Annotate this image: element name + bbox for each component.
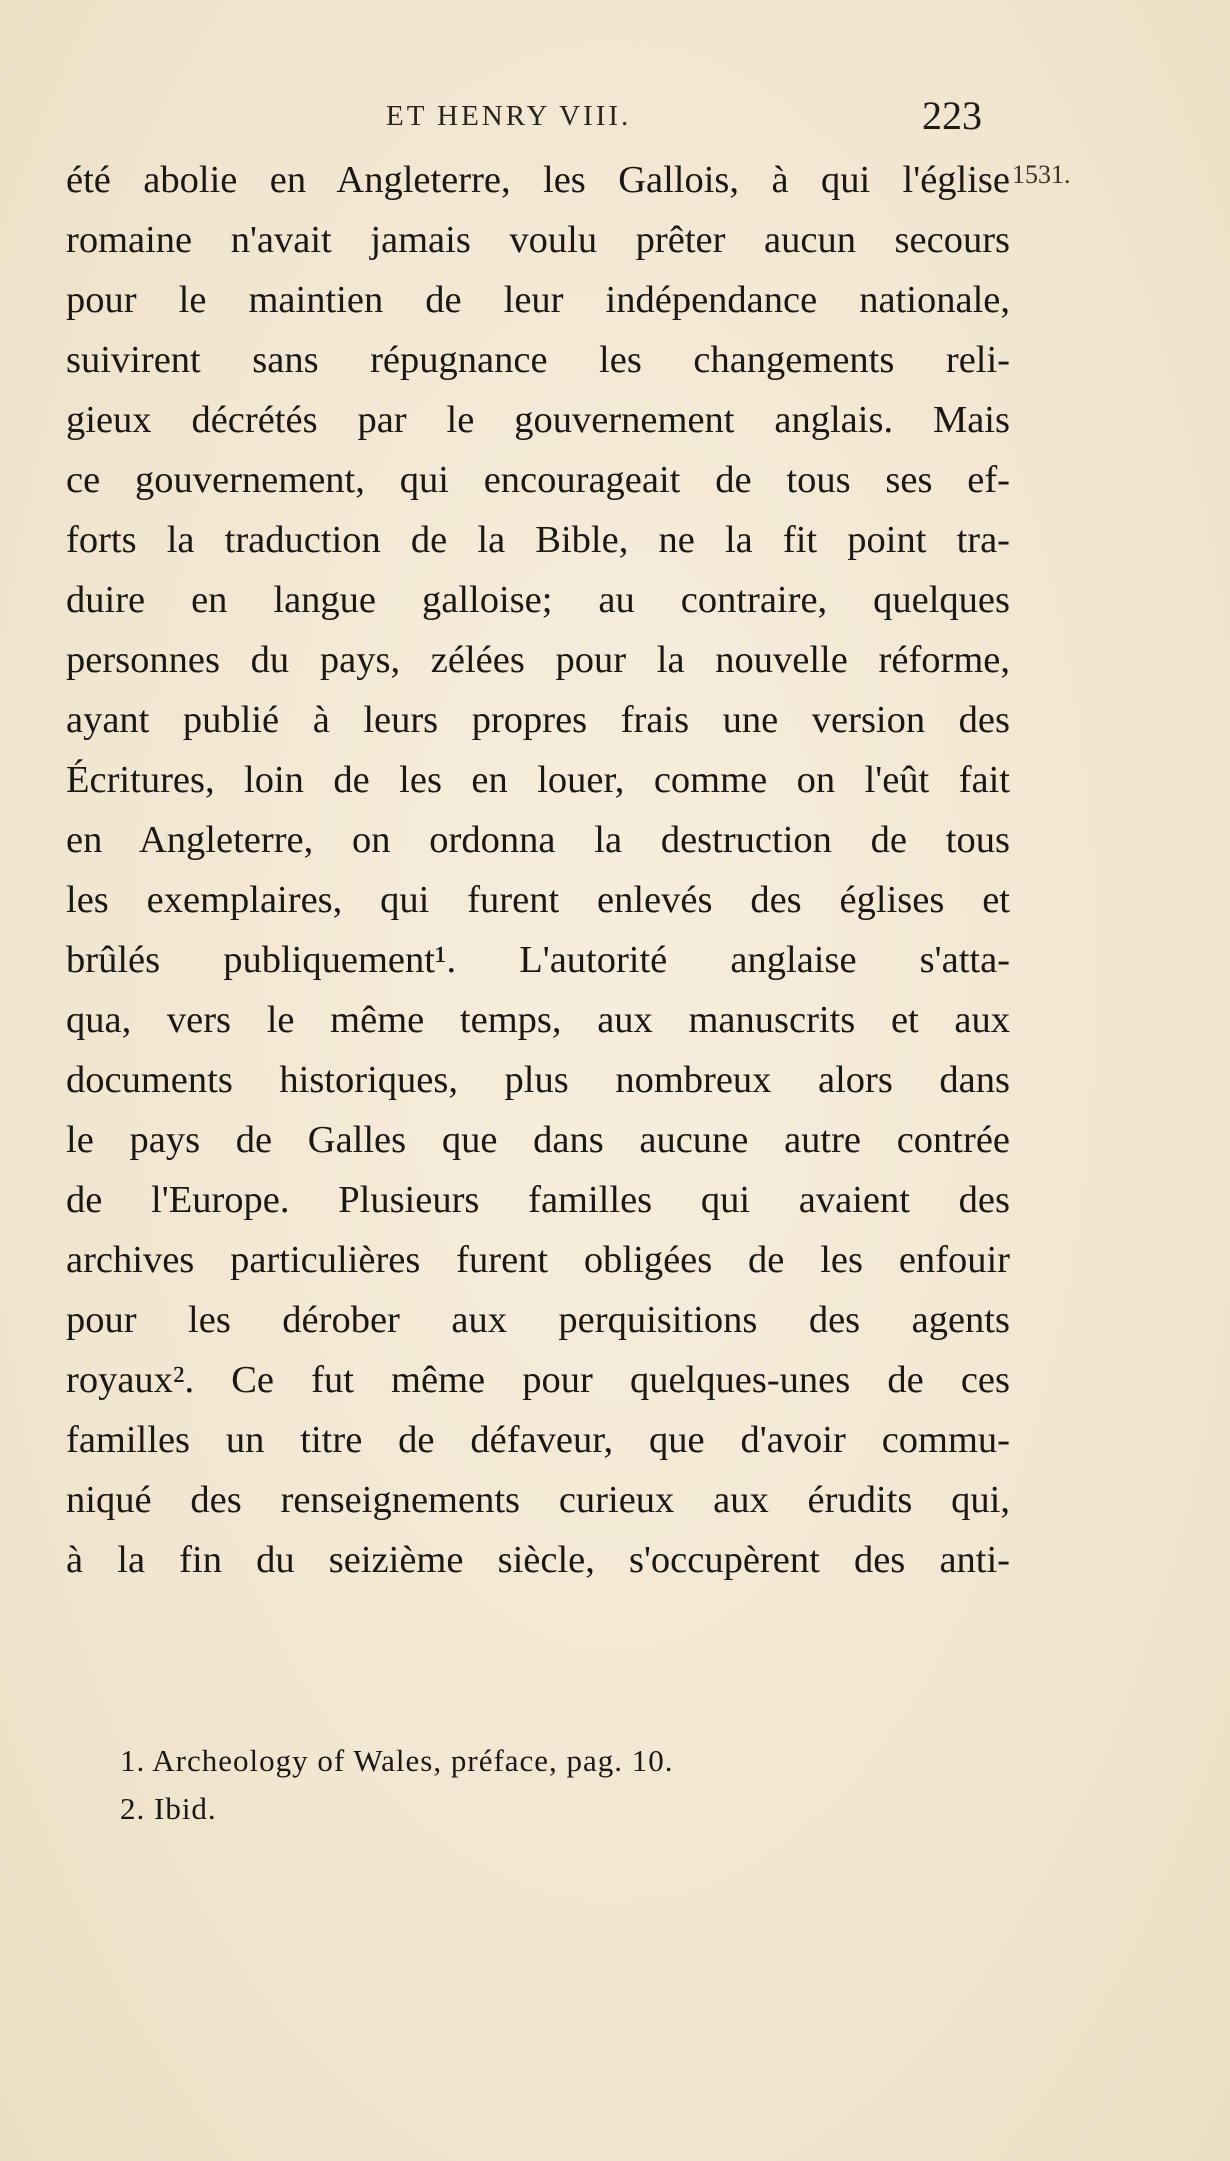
- text-line: le pays de Galles que dans aucune autre contrée: [66, 1119, 1010, 1161]
- text-line: ayant publié à leurs propres frais une version des: [66, 699, 1010, 741]
- text-line: gieux décrétés par le gouvernement anglais. Mais: [66, 399, 1010, 441]
- body-text: [66, 150, 1010, 1590]
- text-line: royaux². Ce fut même pour quelques-unes de ces: [66, 1359, 1010, 1401]
- running-title: ET HENRY VIII.: [386, 100, 632, 132]
- footnote-2: 2. Ibid.: [120, 1791, 217, 1826]
- text-line: pour le maintien de leur indépendance nationale,: [66, 279, 1010, 321]
- text-line: duire en langue galloise; au contraire, quelques: [66, 579, 1010, 621]
- text-line: de l'Europe. Plusieurs familles qui avaient des: [66, 1179, 1010, 1221]
- text-line: les exemplaires, qui furent enlevés des églises et: [66, 879, 1010, 921]
- footnotes: [120, 1737, 1020, 1833]
- text-line: ce gouvernement, qui encourageait de tous ses ef-: [66, 459, 1010, 501]
- text-line: romaine n'avait jamais voulu prêter aucun secours: [66, 219, 1010, 261]
- text-line: brûlés publiquement¹. L'autorité anglaise s'atta-: [66, 939, 1010, 981]
- running-head: [0, 93, 1230, 138]
- text-line: niqué des renseignements curieux aux érudits qui,: [66, 1479, 1010, 1521]
- text-line: été abolie en Angleterre, les Gallois, à qui l'église: [66, 159, 1010, 201]
- footnote-1: 1. Archeology of Wales, préface, pag. 10.: [120, 1743, 674, 1778]
- text-line: archives particulières furent obligées de les enfouir: [66, 1239, 1010, 1281]
- text-line: en Angleterre, on ordonna la destruction de tous: [66, 819, 1010, 861]
- text-line: familles un titre de défaveur, que d'avoir commu-: [66, 1419, 1010, 1461]
- text-line: pour les dérober aux perquisitions des agents: [66, 1299, 1010, 1341]
- text-line: qua, vers le même temps, aux manuscrits et aux: [66, 999, 1010, 1041]
- page-number: 223: [922, 93, 982, 138]
- text-line: suivirent sans répugnance les changements reli-: [66, 339, 1010, 381]
- text-line: personnes du pays, zélées pour la nouvelle réforme,: [66, 639, 1010, 681]
- text-line: forts la traduction de la Bible, ne la fit point tra-: [66, 519, 1010, 561]
- text-line: Écritures, loin de les en louer, comme on l'eût fait: [66, 759, 1010, 801]
- text-line: à la fin du seizième siècle, s'occupèrent des anti-: [66, 1539, 1010, 1581]
- text-line: documents historiques, plus nombreux alors dans: [66, 1059, 1010, 1101]
- margin-date-note: 1531.: [1012, 160, 1071, 189]
